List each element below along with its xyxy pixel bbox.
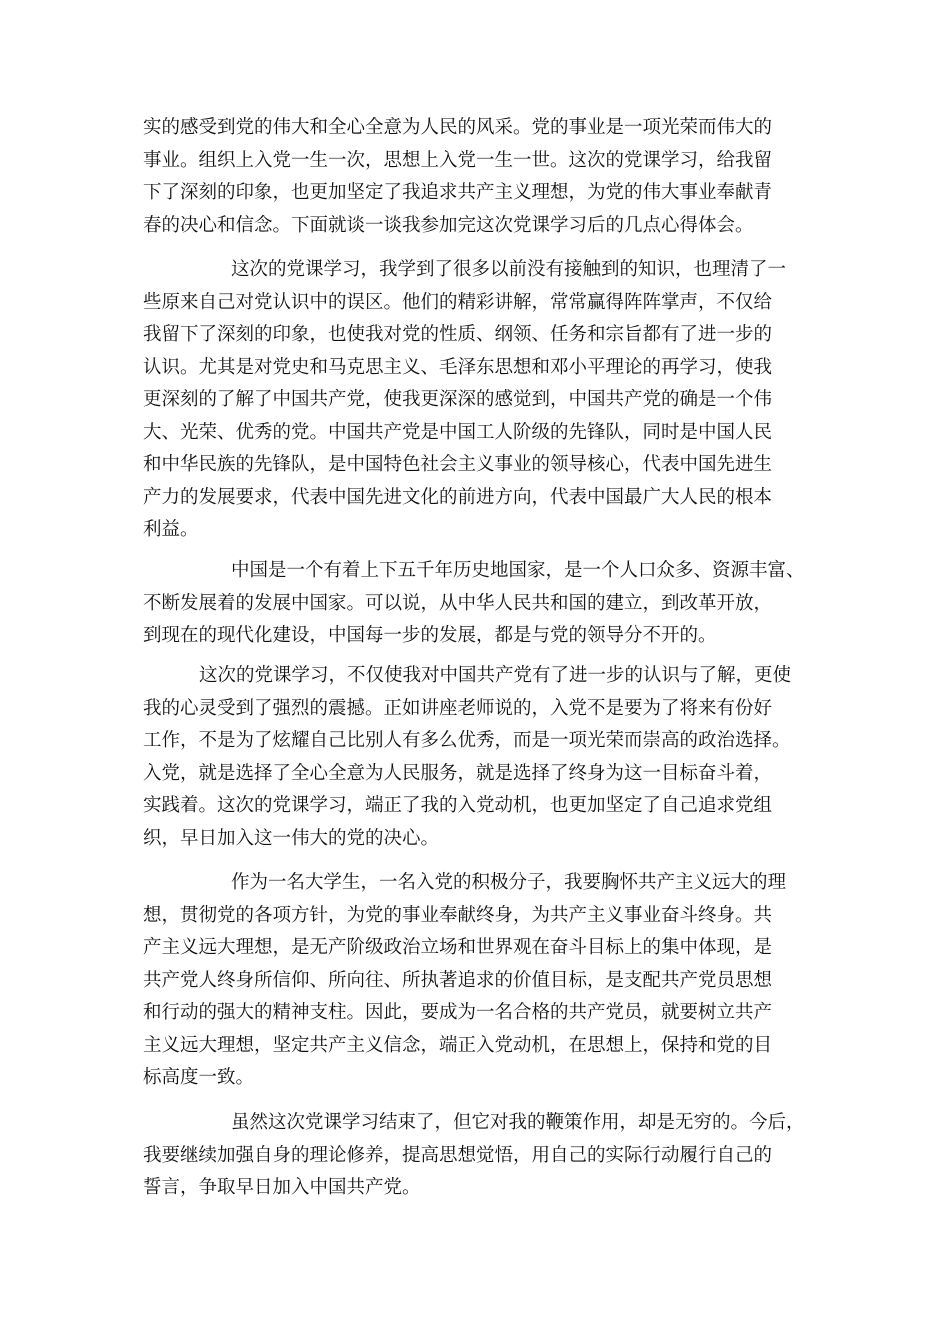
- paragraph-line: 实的感受到党的伟大和全心全意为人民的风采。党的事业是一项光荣而伟大的: [143, 117, 773, 138]
- paragraph-line: 认识。尤其是对党史和马克思主义、毛泽东思想和邓小平理论的再学习，使我: [143, 356, 773, 378]
- paragraph-line: 利益。: [143, 519, 199, 540]
- paragraph-2: [143, 254, 786, 547]
- paragraph-5: [143, 867, 786, 1095]
- paragraph-line: 这次的党课学习，不仅使我对中国共产党有了进一步的认识与了解，更使: [199, 665, 792, 686]
- paragraph-line: 誓言，争取早日加入中国共产党。: [143, 1177, 421, 1198]
- paragraph-line: 更深刻的了解了中国共产党，使我更深深的感觉到，中国共产党的确是一个伟: [143, 389, 773, 410]
- paragraph-line: 我的心灵受到了强烈的震撼。正如讲座老师说的，入党不是要为了将来有份好: [143, 697, 773, 719]
- paragraph-line: 下了深刻的印象，也更加坚定了我追求共产主义理想，为党的伟大事业奉献青: [143, 182, 773, 203]
- paragraph-line: 春的决心和信念。下面就谈一谈我参加完这次党课学习后的几点心得体会。: [143, 214, 754, 236]
- paragraph-line: 和中华民族的先锋队，是中国特色社会主义事业的领导核心，代表中国先进生: [143, 454, 773, 475]
- paragraph-line: 虽然这次党课学习结束了，但它对我的鞭策作用，却是无穷的。今后，: [231, 1112, 805, 1133]
- paragraph-line: 标高度一致。: [143, 1067, 255, 1088]
- paragraph-6: [143, 1107, 805, 1205]
- paragraph-3: [143, 555, 805, 653]
- paragraph-line: 事业。组织上入党一生一次，思想上入党一生一世。这次的党课学习，给我留: [143, 149, 773, 171]
- paragraph-line: 实践着。这次的党课学习，端正了我的入党动机，也更加坚定了自己追求党组: [143, 795, 773, 816]
- paragraph-line: 工作，不是为了炫耀自己比别人有多么优秀，而是一项光荣而崇高的政治选择。: [143, 730, 791, 751]
- paragraph-line: 到现在的现代化建设，中国每一步的发展，都是与党的领导分不开的。: [143, 625, 717, 646]
- paragraph-line: 我要继续加强自身的理论修养，提高思想觉悟，用自己的实际行动履行自己的: [143, 1144, 773, 1166]
- paragraph-line: 不断发展着的发展中国家。可以说，从中华人民共和国的建立，到改革开放，: [143, 592, 773, 614]
- paragraph-line: 想，贯彻党的各项方针，为党的事业奉献终身，为共产主义事业奋斗终身。共: [143, 904, 773, 926]
- paragraph-line: 中国是一个有着上下五千年历史地国家，是一个人口众多、资源丰富、: [231, 560, 805, 581]
- paragraph-line: 大、光荣、优秀的党。中国共产党是中国工人阶级的先锋队，同时是中国人民: [143, 421, 773, 443]
- paragraph-line: 入党，就是选择了全心全意为人民服务，就是选择了终身为这一目标奋斗着，: [143, 762, 773, 784]
- paragraph-1: [143, 112, 772, 242]
- paragraph-line: 和行动的强大的精神支柱。因此，要成为一名合格的共产党员，就要树立共产: [143, 1002, 773, 1023]
- paragraph-line: 主义远大理想，坚定共产主义信念，端正入党动机，在思想上，保持和党的目: [143, 1034, 773, 1056]
- paragraph-line: 产主义远大理想，是无产阶级政治立场和世界观在奋斗目标上的集中体现，是: [143, 937, 773, 958]
- paragraph-line: 些原来自己对党认识中的误区。他们的精彩讲解，常常赢得阵阵掌声，不仅给: [143, 291, 773, 313]
- paragraph-line: 产力的发展要求，代表中国先进文化的前进方向，代表中国最广大人民的根本: [143, 486, 773, 508]
- paragraph-line: 我留下了深刻的印象，也使我对党的性质、纲领、任务和宗旨都有了进一步的: [143, 324, 773, 345]
- paragraph-4: [143, 660, 791, 855]
- paragraph-line: 作为一名大学生，一名入党的积极分子，我要胸怀共产主义远大的理: [231, 872, 787, 893]
- paragraph-line: 共产党人终身所信仰、所向往、所执著追求的价值目标，是支配共产党员思想: [143, 969, 773, 991]
- paragraph-line: 织，早日加入这一伟大的党的决心。: [143, 827, 440, 849]
- paragraph-line: 这次的党课学习，我学到了很多以前没有接触到的知识，也理清了一: [231, 259, 787, 280]
